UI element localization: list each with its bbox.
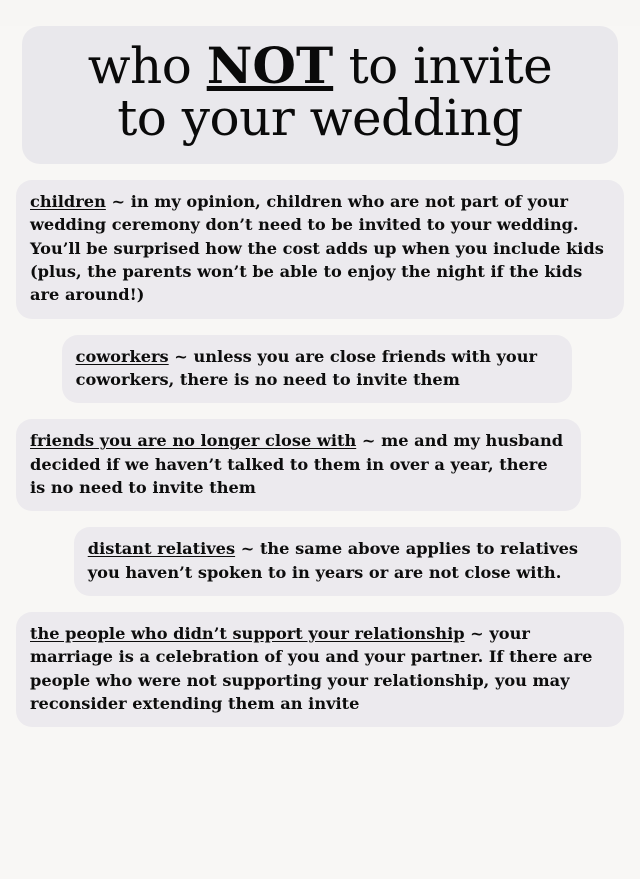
list-item bbox=[16, 180, 624, 319]
page-title-line-2: to your wedding bbox=[117, 89, 523, 147]
list-item-separator: ~ bbox=[464, 623, 490, 643]
list-item bbox=[62, 335, 573, 404]
list-item-text: me and my husband decided if we haven’t talked to them in over a year, there is no need to invite them bbox=[30, 431, 564, 497]
list-item-text: unless you are close friends with your coworkers, there is no need to invite them bbox=[75, 346, 538, 389]
content-blocks bbox=[0, 180, 640, 727]
infographic-page bbox=[0, 26, 640, 879]
list-item-term: distant relatives bbox=[87, 539, 236, 559]
list-item-term: children bbox=[30, 192, 106, 211]
list-item-separator: ~ bbox=[235, 539, 260, 559]
list-item-separator: ~ bbox=[356, 431, 382, 451]
title-card bbox=[22, 26, 618, 164]
list-item-term: friends you are no longer close with bbox=[30, 431, 357, 451]
list-item-text: your marriage is a celebration of you and your partner. If there are people who were not supporting your relationship, you may reconsider extending them an invite bbox=[30, 623, 593, 713]
list-item-text: the same above applies to relatives you haven’t spoken to in years or are not close with. bbox=[87, 539, 579, 582]
list-item-term: the people who didn’t support your relationship bbox=[30, 623, 465, 643]
list-item bbox=[16, 419, 581, 511]
list-item bbox=[74, 527, 621, 596]
list-item-term: coworkers bbox=[75, 346, 169, 366]
list-item-separator: ~ bbox=[168, 346, 194, 366]
page-title-prefix: who bbox=[87, 37, 207, 95]
list-item bbox=[16, 612, 624, 727]
page-title-line-1 bbox=[40, 36, 600, 95]
list-item-text: in my opinion, children who are not part of your wedding ceremony don’t need to be invited to your wedding. You’ll be surprised how the cost adds up when you include kids (plus, the parents won’t be able to enjoy the night if the kids are around!) bbox=[30, 192, 604, 305]
page-title-suffix: to invite bbox=[333, 37, 553, 95]
page-title-emphasis: NOT bbox=[206, 36, 334, 95]
list-item-separator: ~ bbox=[105, 192, 131, 211]
